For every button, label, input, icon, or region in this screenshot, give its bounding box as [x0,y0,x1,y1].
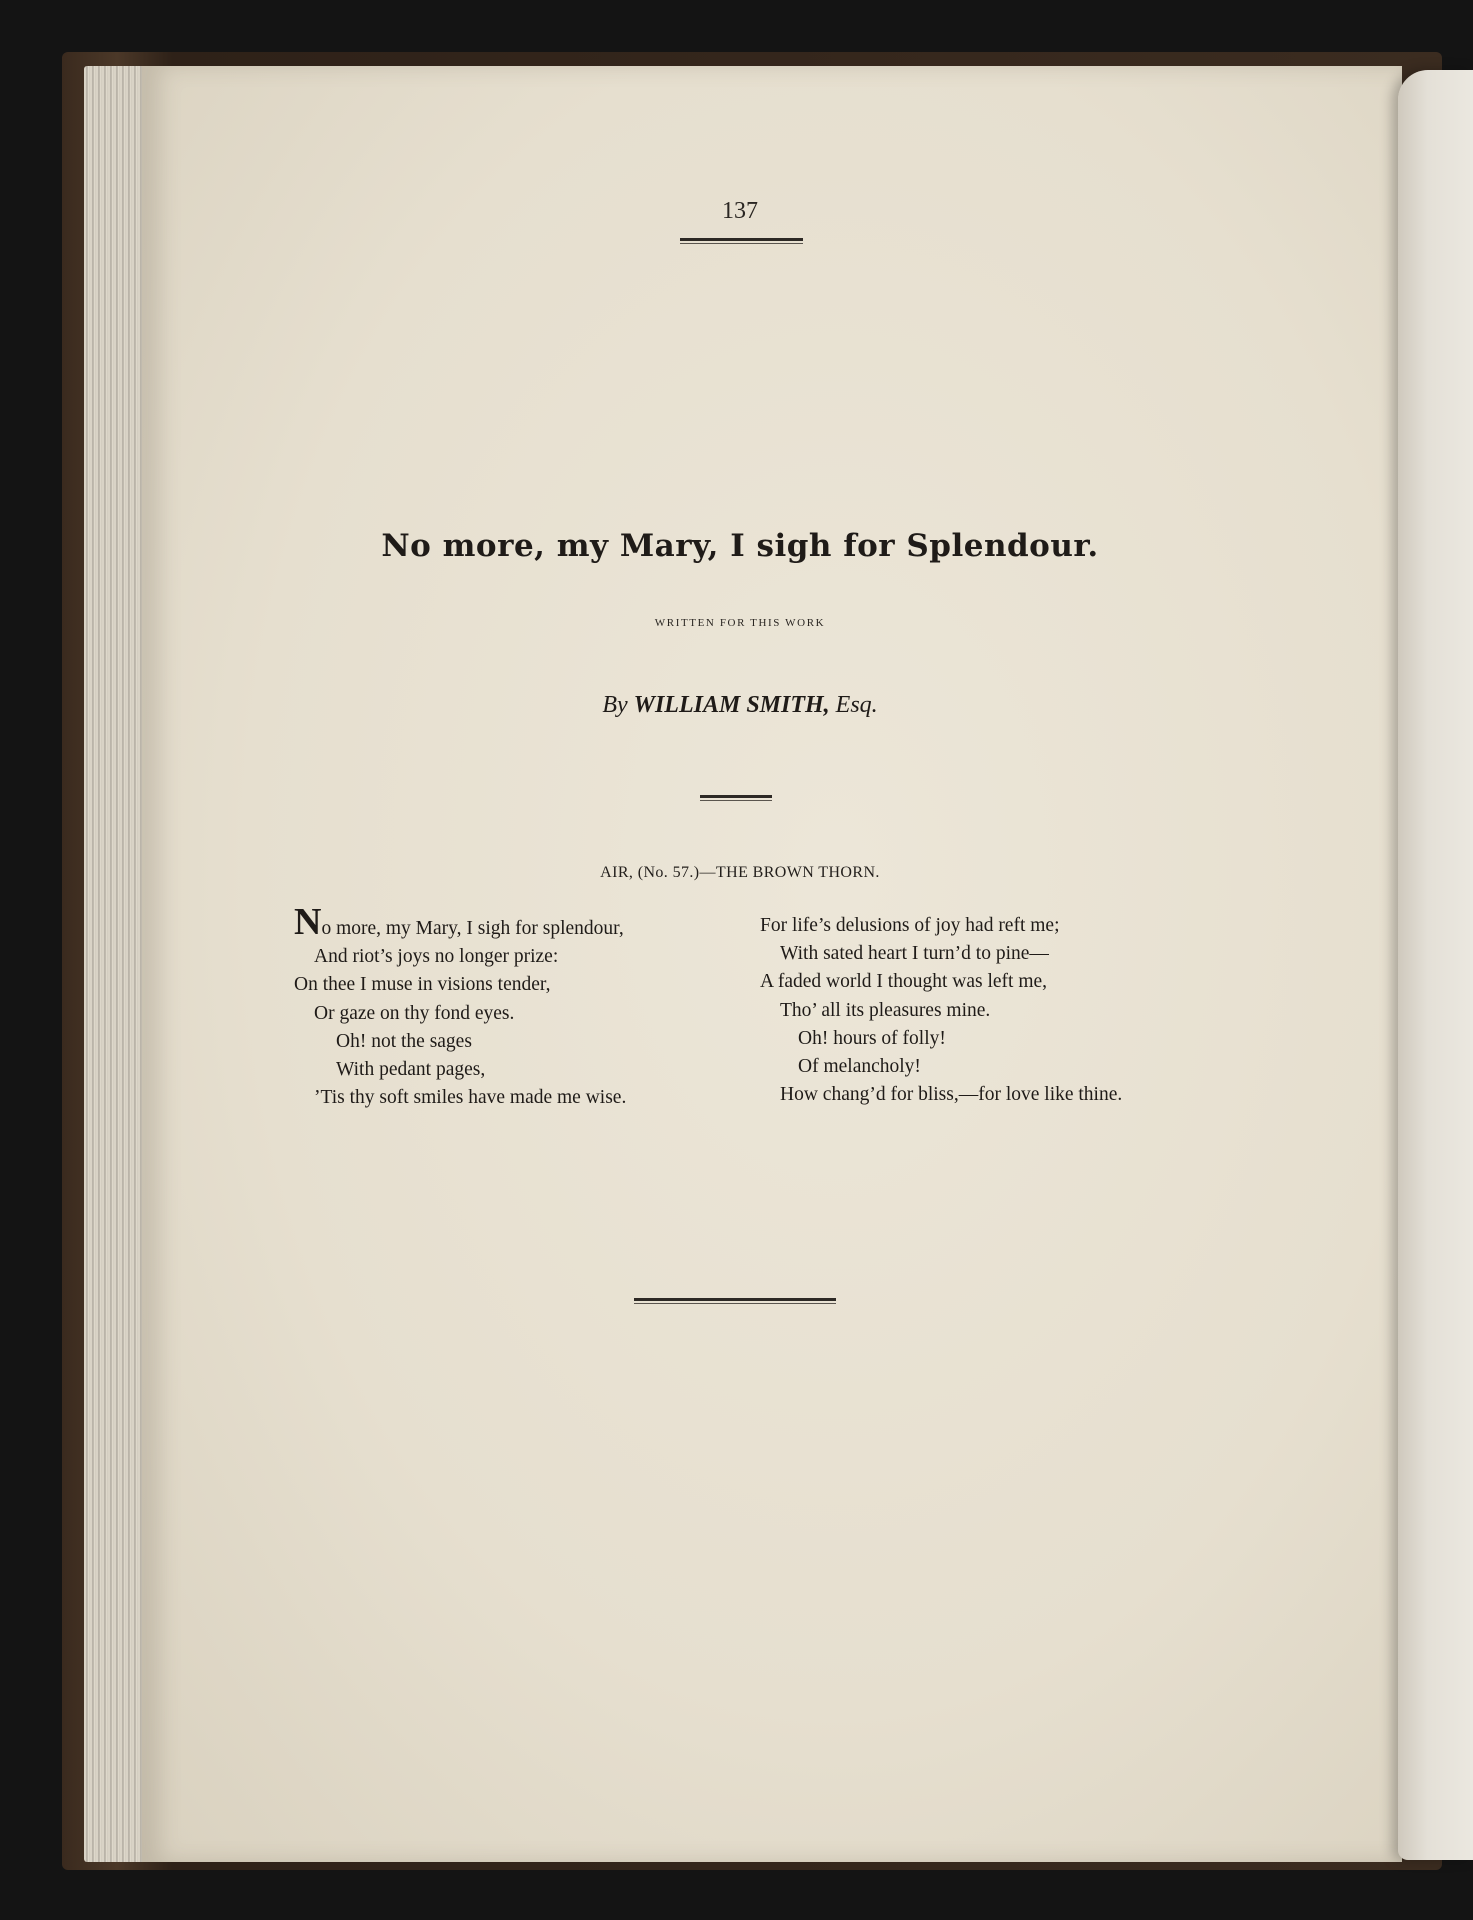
page-number: 137 [722,198,758,224]
byline-prefix: By [602,692,628,718]
separator-rule [700,795,772,798]
air-heading: AIR, (No. 57.)—THE BROWN THORN. [600,864,880,881]
verse-line: No more, my Mary, I sigh for splendour, [294,901,624,943]
verse-line: A faded world I thought was left me, [760,971,1048,993]
verse-line: With sated heart I turn’d to pine— [780,943,1049,965]
verse-line: Tho’ all its pleasures mine. [780,999,991,1021]
song-title: No more, my Mary, I sigh for Splendour. [381,528,1099,564]
verse-line: Oh! not the sages [336,1030,472,1052]
verse-line: With pedant pages, [336,1059,486,1081]
end-rule [634,1298,836,1301]
verse-line: And riot’s joys no longer prize: [314,946,559,968]
verse-line: How chang’d for bliss,—for love like thine. [780,1084,1123,1106]
author-suffix: Esq. [835,692,878,718]
written-note: WRITTEN FOR THIS WORK [654,617,826,629]
verse-line: Or gaze on thy fond eyes. [314,1002,515,1024]
verse-line: Oh! hours of folly! [798,1027,946,1049]
verse-line: On thee I muse in visions tender, [294,974,551,996]
stanza-left [294,901,714,1112]
drop-cap: N [294,901,322,943]
verse-line: For life’s delusions of joy had reft me; [760,915,1060,936]
facing-page-edge [1398,70,1473,1860]
verse-line: Of melancholy! [798,1056,921,1078]
verse-line: ’Tis thy soft smiles have made me wise. [314,1087,627,1109]
stanza-right [760,912,1180,1109]
end-rule-thin [634,1303,836,1304]
page-number-rule [680,238,803,241]
separator-rule-thin [700,800,772,801]
page-number-rule-thin [680,243,803,244]
author-name: WILLIAM SMITH, [633,692,830,718]
byline [520,692,960,719]
